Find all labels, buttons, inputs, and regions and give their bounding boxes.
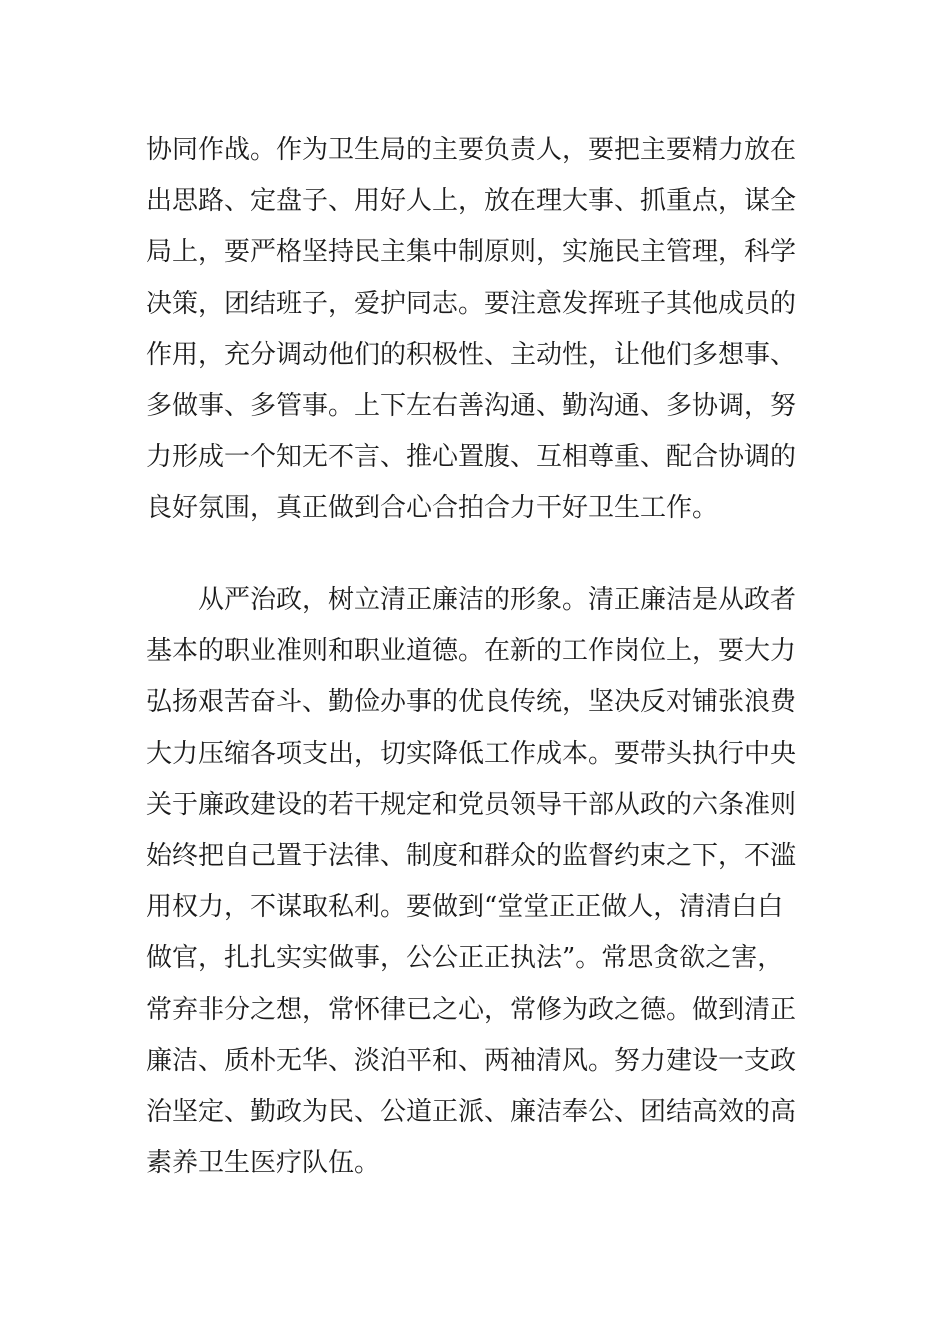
text-line: 良好氛围，真正做到合心合拍合力干好卫生工作。 (146, 493, 719, 524)
text-line: 素养卫生医疗队伍。 (146, 1148, 381, 1179)
text-line: 局上，要严格坚持民主集中制原则，实施民主管理，科学 (146, 237, 797, 268)
text-line: 协同作战。作为卫生局的主要负责人，要把主要精力放在 (146, 135, 797, 165)
paragraph-integrity (146, 575, 810, 1189)
text-line: 始终把自己置于法律、制度和群众的监督约束之下，不滥 (146, 840, 797, 871)
text-line: 多做事、多管事。上下左右善沟通、勤沟通、多协调，努 (146, 390, 797, 421)
text-line: 弘扬艰苦奋斗、勤俭办事的优良传统，坚决反对铺张浪费 (146, 687, 797, 718)
text-line: 治坚定、勤政为民、公道正派、廉洁奉公、团结高效的高 (146, 1096, 797, 1127)
text-line: 廉洁、质朴无华、淡泊平和、两袖清风。努力建设一支政 (146, 1045, 797, 1076)
text-line: 用权力，不谋取私利。要做到“堂堂正正做人，清清白白 (146, 892, 784, 923)
text-line: 决策，团结班子，爱护同志。要注意发挥班子其他成员的 (146, 288, 797, 319)
text-line: 大力压缩各项支出，切实降低工作成本。要带头执行中央 (146, 738, 797, 769)
text-line: 出思路、定盘子、用好人上，放在理大事、抓重点，谋全 (146, 186, 797, 217)
text-line: 基本的职业准则和职业道德。在新的工作岗位上，要大力 (146, 636, 797, 667)
text-line: 常弃非分之想，常怀律已之心，常修为政之德。做到清正 (146, 994, 797, 1025)
text-line: 做官，扎扎实实做事，公公正正执法”。常思贪欲之害， (146, 943, 784, 974)
text-line: 关于廉政建设的若干规定和党员领导干部从政的六条准则 (146, 789, 797, 820)
text-line: 作用，充分调动他们的积极性、主动性，让他们多想事、 (146, 339, 797, 370)
paragraph-teamwork (146, 125, 810, 535)
text-line: 从严治政，树立清正廉洁的形象。清正廉洁是从政者 (198, 585, 797, 615)
text-line: 力形成一个知无不言、推心置腹、互相尊重、配合协调的 (146, 442, 797, 473)
